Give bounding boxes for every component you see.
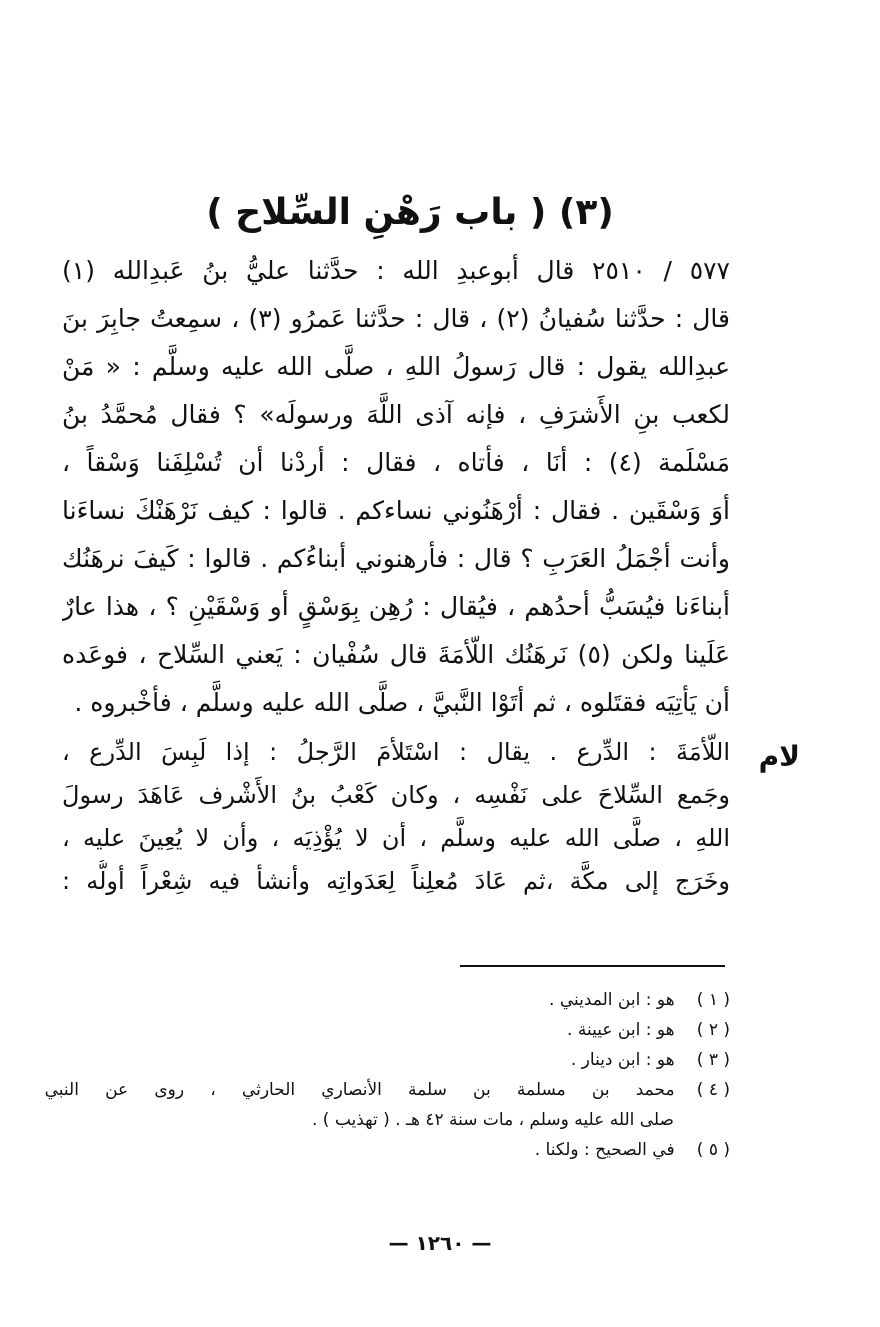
gloss-root-label: لام [758,740,800,773]
hadith-line: مَسْلَمة (٤) : أنَا ، فأتاه ، فقال : أردْنا أن تُسْلِفَنا وَسْقاً ، [62,448,730,477]
footnote-number: ( ٣ ) [696,1050,730,1070]
footnote-number: ( ٢ ) [696,1020,730,1040]
hadith-line: أن يَأتِيَه فقتَلوه ، ثم أتَوْا النَّبيَّ ، صلَّى الله عليه وسلَّم ، فأخْبروه . [74,688,730,717]
footnote-text: هو : ابن المديني . [549,990,675,1010]
footnote-number: ( ٥ ) [696,1140,730,1160]
footnote-text-continued: صلى الله عليه وسلم ، مات سنة ٤٢ هـ . ( تهذيب ) . [311,1110,674,1130]
footnote-item [40,1015,730,1045]
footnote-text: هو : ابن دينار . [570,1050,675,1070]
footnote-number: ( ٤ ) [696,1080,730,1100]
gloss-line: اللهِ ، صلَّى الله عليه وسلَّم ، أن لا يُؤْذِيَه ، وأن لا يُعِينَ عليه ، [62,824,730,852]
hadith-line: أبناءَنا فيُسَبُّ أحدُهم ، فيُقال : رُهِن بِوَسْقٍ أو وَسْقَيْنِ ؟ ، هذا عارٌ [62,592,730,621]
chapter-title: (٣) ( باب رَهْنِ السِّلاح ) [206,192,614,233]
hadith-line: أوَ وَسْقَين . فقال : أرْهَنُوني نساءكم . قالوا : كيف نَرْهَنْكَ نساءَنا [62,496,730,525]
footnotes [40,985,730,1165]
page-number: — ١٢٦٠ — [388,1231,492,1255]
footnote-item [40,1075,730,1135]
hadith-text [62,247,730,727]
gloss-line: اللّأمَةَ : الدِّرع . يقال : اسْتَلأمَ الرَّجلُ : إذا لَبِسَ الدِّرع ، [62,738,730,766]
footnote-item [40,985,730,1015]
hadith-line: قال : حدَّثنا سُفيانُ (٢) ، قال : حدَّثنا عَمرُو (٣) ، سمِعتُ جابِرَ بنَ [62,304,730,333]
gloss-line: وخَرَج إلى مكَّة ،ثم عَادَ مُعلِناً لِعَدَواتِه وأنشأ فيه شِعْراً أولُّه : [62,867,730,895]
hadith-line: عبدِالله يقول : قال رَسولُ اللهِ ، صلَّى الله عليه وسلَّم : « مَنْ [62,352,730,381]
hadith-line: لكعب بنِ الأَشرَفِ ، فإنه آذى اللَّهَ ورسولَه» ؟ فقال مُحمَّدُ بنُ [62,400,730,429]
footnote-item [40,1045,730,1075]
gloss-line: وجَمع السِّلاحَ على نَفْسِه ، وكان كَعْبُ بنُ الأَشْرف عَاهَدَ رسولَ [62,781,730,809]
hadith-line: عَلَينا ولكن (٥) نَرهَنُك اللّأمَةَ قال سُفْيان : يَعني السِّلاح ، فوعَده [62,640,730,669]
footnote-number: ( ١ ) [696,990,730,1010]
hadith-line: ٥٧٧ / ٢٥١٠ قال أبوعبدِ الله : حدَّثنا عليُّ بنُ عَبدِالله (١) [62,256,730,285]
footnote-divider [460,965,725,967]
footnote-text: في الصحيح : ولكنا . [534,1140,675,1160]
footnote-text: محمد بن مسلمة بن سلمة الأنصاري الحارثي ، روى عن النبي [44,1080,675,1100]
hadith-line: وأنت أجْمَلُ العَرَبِ ؟ قال : فأرهنوني أبناءُكم . قالوا : كَيفَ نرهَنُك [62,544,730,573]
footnote-item [40,1135,730,1165]
gloss-text [62,731,730,903]
footnote-text: هو : ابن عيينة . [567,1020,675,1040]
